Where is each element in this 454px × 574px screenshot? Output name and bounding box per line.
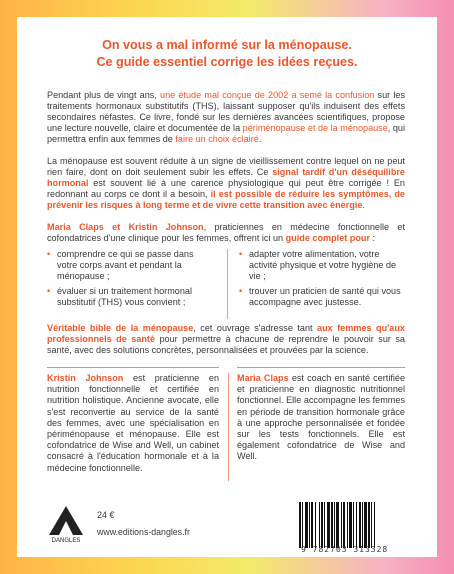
headline-line-1: On vous a mal informé sur la ménopause.	[102, 38, 352, 52]
highlight-span: signal tardif d'un déséquilibre hormonal	[47, 167, 405, 189]
list-item	[47, 249, 215, 282]
text-span: est souvent lié à une carence physiologique qui peut être corrigée ! En redonnant au corps ce dont il a besoin,	[47, 178, 405, 200]
highlight-span: une étude mal conçue de 2002 a semé la confusion	[160, 90, 375, 100]
highlight-span: guide complet pour	[285, 233, 371, 244]
menopause-paragraph	[47, 156, 405, 211]
headline-line-2: Ce guide essentiel corrige les idées reçues.	[96, 55, 358, 69]
bullet-icon: •	[239, 286, 243, 297]
list-item	[47, 286, 215, 308]
bio-rule-right	[237, 367, 405, 368]
text-span: , cet ouvrage s'adresse tant	[193, 323, 318, 333]
list-item-text: comprendre ce qui se passe dans votre corps avant et pendant la ménopause ;	[57, 249, 194, 282]
text-span: sur les traitements hormonaux substitutifs (THS), laissant supposer qu'ils induisent des effets secondaires néfastes. Ce livre, fondé sur les dernières avancées scientifiques, propose une lecture nouvelle, claire et documentée de la	[47, 90, 405, 134]
text-span: Pendant plus de vingt ans,	[47, 90, 161, 100]
bio-divider	[228, 373, 229, 481]
highlight-span: Maria Claps et Kristin Johnson	[47, 222, 204, 232]
highlight-span: aux femmes qu'aux professionnels de santé	[47, 323, 405, 345]
website-link[interactable]: www.editions-dangles.fr	[97, 527, 190, 537]
text-span: .	[258, 134, 262, 145]
bio-kristin-johnson	[47, 373, 219, 474]
text-span: La ménopause est souvent réduite à un signe de vieillissement contre lequel on ne peut rien faire, dont on doit seulement subir les effets. Ce	[47, 156, 405, 178]
authors-paragraph	[47, 222, 405, 244]
headline	[17, 37, 437, 71]
text-span: :	[370, 233, 376, 244]
guide-list-left	[47, 249, 215, 312]
back-cover-panel	[17, 17, 437, 557]
highlight-span: il est possible de réduire les symptômes, de prévenir les risques à long terme et de vivre cette transition avec énergie	[47, 189, 405, 211]
guide-list-right	[239, 249, 405, 312]
text-span: pour permettre à chacune de reprendre le pouvoir sur sa santé, avec des solutions concrètes, personnalisées et prouvées par la science.	[47, 334, 405, 356]
list-item	[239, 286, 405, 308]
author-name: Maria Claps	[237, 373, 289, 383]
bible-paragraph	[47, 323, 405, 356]
bullet-icon: •	[47, 286, 51, 297]
text-span: .	[362, 200, 365, 211]
list-item-text: adapter votre alimentation, votre activité physique et votre hygiène de vie ;	[249, 249, 397, 282]
list-item-text: trouver un praticien de santé qui vous accompagne avec justesse.	[249, 286, 401, 308]
bio-text: est praticienne en nutrition fonctionnelle et certifiée en nutrition holistique. Ancienne avocate, elle s'est reconvertie au service de la santé des femmes, avec une spécialisation en périménopause et ménopause. Elle est cofondatrice de Wise and Well, un cabinet consacré à l'éducation hormonale et à la médecine fonctionnelle.	[47, 373, 219, 473]
publisher-logo	[47, 503, 85, 543]
list-item	[239, 249, 405, 282]
bio-text: est coach en santé certifiée et praticienne en diagnostic nutritionnel fonctionnel. Elle accompagne les femmes en période de transition hormonale grâce à une approche personnalisée et fondée sur les tests fonctionnels. Elle est également cofondatrice de Wise and Well.	[237, 373, 406, 462]
bullet-icon: •	[47, 249, 51, 259]
isbn-digits: 9 782703 313328	[301, 545, 389, 554]
highlight-span: faire un choix éclairé	[175, 134, 259, 145]
bio-maria-claps	[237, 373, 405, 463]
text-span: , qui permettra enfin aux femmes de	[47, 123, 405, 145]
bullet-icon: •	[239, 249, 243, 259]
list-item-text: évaluer si un traitement hormonal substitutif (THS) vous convient ;	[57, 286, 192, 308]
author-name: Kristin Johnson	[47, 373, 124, 383]
price: 24 €	[97, 510, 115, 520]
highlight-span: Véritable bible de la ménopause	[47, 323, 194, 333]
intro-paragraph	[47, 90, 405, 145]
publisher-name: DANGLES	[51, 538, 81, 543]
bio-rule-left	[47, 367, 219, 368]
highlight-span: périménopause et de la ménopause	[242, 123, 388, 134]
text-span: , praticiennes en médecine fonctionnelle et cofondatrices d'une clinique pour les femmes, offrent ici un	[47, 222, 405, 244]
list-divider	[227, 249, 228, 319]
